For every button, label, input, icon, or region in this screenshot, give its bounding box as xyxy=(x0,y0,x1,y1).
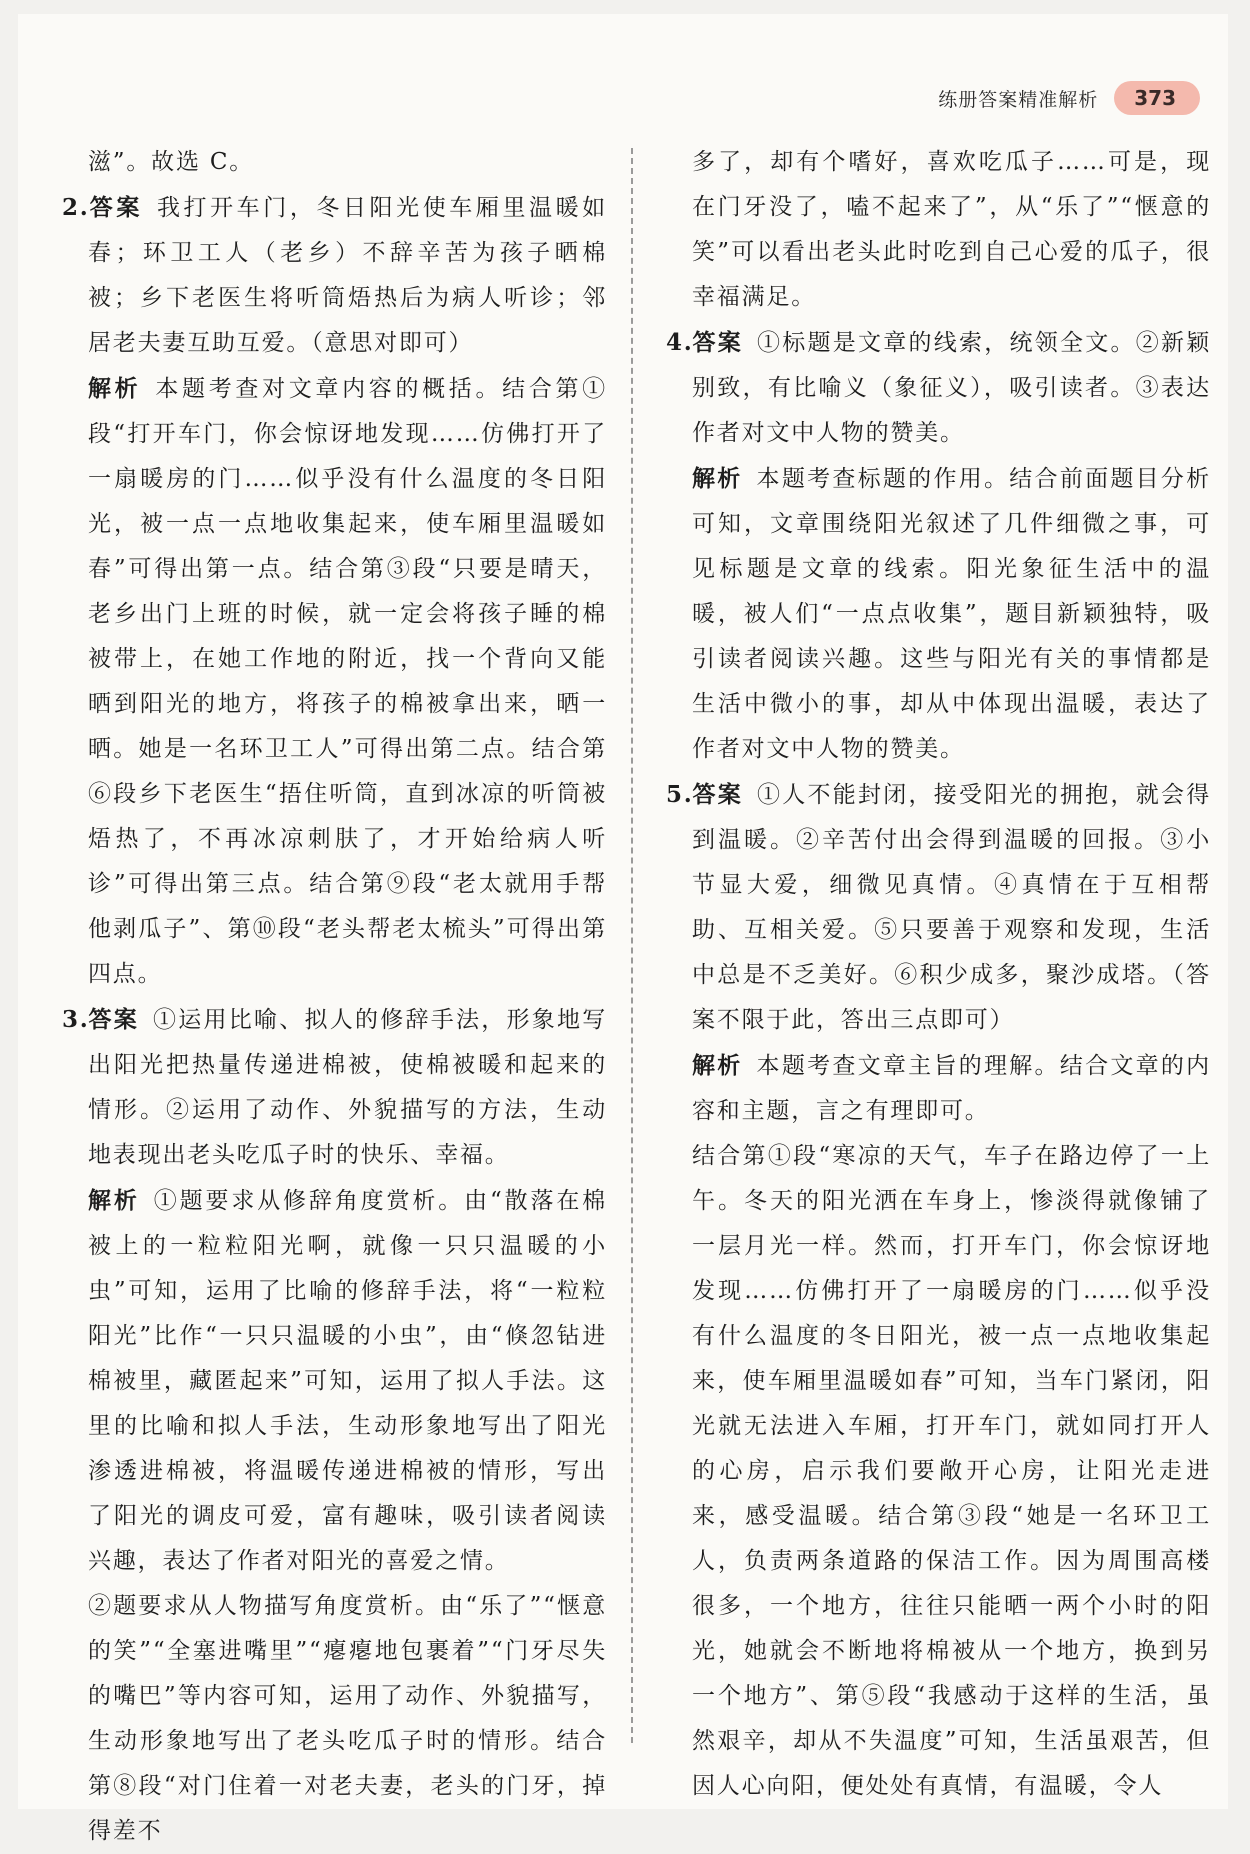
answer-text: ①人不能封闭，接受阳光的拥抱，就会得到温暖。②辛苦付出会得到温暖的回报。③小节显大爱，细微见真情。④真情在于互相帮助、互相关爱。⑤只要善于观察和发现，生活中总是不乏美好。⑥积少成多，聚沙成塔。（答案不限于此，答出三点即可） xyxy=(692,782,1211,1033)
explanation-label: 解析 xyxy=(88,375,142,402)
continued-text: 滋”。故选 C。 xyxy=(88,149,255,175)
question-4 xyxy=(666,320,1211,772)
answer-text: 我打开车门，冬日阳光使车厢里温暖如春；环卫工人（老乡）不辞辛苦为孩子晒棉被；乡下老医生将听筒焐热后为病人听诊；邻居老夫妻互助互爱。（意思对即可） xyxy=(88,195,607,356)
page-header xyxy=(938,78,1200,118)
explanation-label: 解析 xyxy=(88,1187,140,1214)
header-title: 练册答案精准解析 xyxy=(938,88,1099,111)
question-2 xyxy=(62,185,607,997)
explanation-label: 解析 xyxy=(692,1052,743,1079)
question-5 xyxy=(666,772,1211,1809)
answer-label: 答案 xyxy=(692,781,743,808)
explanation-text-2: 结合第①段“寒凉的天气，车子在路边停了一上午。冬天的阳光洒在车身上，惨淡得就像铺了一层月光一样。然而，打开车门，你会惊讶地发现……仿佛打开了一扇暖房的门……似乎没有什么温度的冬日阳光，被一点一点地收集起来，使车厢里温暖如春”可知，当车门紧闭，阳光就无法进入车厢，打开车门，就如同打开人的心房，启示我们要敞开心房，让阳光走进来，感受温暖。结合第③段“她是一名环卫工人，负责两条道路的保洁工作。因为周围高楼很多，一个地方，往往只能晒一两个小时的阳光，她就会不断地将棉被从一个地方，换到另一个地方”、第⑤段“我感动于这样的生活，虽然艰辛，却从不失温度”可知，生活虽艰苦，但因人心向阳，便处处有真情，有温暖，令人 xyxy=(692,1143,1211,1799)
answer-label: 答案 xyxy=(88,194,143,221)
explanation-label: 解析 xyxy=(692,465,743,492)
answer-text: ①标题是文章的线索，统领全文。②新颖别致，有比喻义（象征义），吸引读者。③表达作者对文中人物的赞美。 xyxy=(692,330,1211,446)
page-number-badge: 373 xyxy=(1114,81,1200,115)
explanation-text: ①题要求从修辞角度赏析。由“散落在棉被上的一粒粒阳光啊，就像一只只温暖的小虫”可知，运用了比喻的修辞手法，将“一粒粒阳光”比作“一只只温暖的小虫”，由“倏忽钻进棉被里，藏匿起来”可知，运用了拟人手法。这里的比喻和拟人手法，生动形象地写出了阳光渗透进棉被，将温暖传递进棉被的情形，写出了阳光的调皮可爱，富有趣味，吸引读者阅读兴趣，表达了作者对阳光的喜爱之情。 xyxy=(88,1188,607,1574)
continued-text: 多了，却有个嗜好，喜欢吃瓜子……可是，现在门牙没了，嗑不起来了”，从“乐了”“惬意的笑”可以看出老头此时吃到自己心爱的瓜子，很幸福满足。 xyxy=(692,149,1211,310)
answer-label: 答案 xyxy=(88,1006,139,1033)
answer-text: ①运用比喻、拟人的修辞手法，形象地写出阳光把热量传递进棉被，使棉被暖和起来的情形。②运用了动作、外貌描写的方法，生动地表现出老头吃瓜子时的快乐、幸福。 xyxy=(88,1007,607,1168)
column-divider xyxy=(631,148,633,1743)
question-number: 5. xyxy=(666,781,694,808)
answer-label: 答案 xyxy=(692,329,743,356)
explanation-text: 本题考查对文章内容的概括。结合第①段“打开车门，你会惊讶地发现……仿佛打开了一扇暖房的门……似乎没有什么温度的冬日阳光，被一点一点地收集起来，使车厢里温暖如春”可得出第一点。结合第③段“只要是晴天，老乡出门上班的时候，就一定会将孩子睡的棉被带上，在她工作地的附近，找一个背向又能晒到阳光的地方，将孩子的棉被拿出来，晒一晒。她是一名环卫工人”可得出第二点。结合第⑥段乡下老医生“捂住听筒，直到冰凉的听筒被焐热了，不再冰凉刺肤了，才开始给病人听诊”可得出第三点。结合第⑨段“老太就用手帮他剥瓜子”、第⑩段“老头帮老太梳头”可得出第四点。 xyxy=(88,376,607,987)
explanation-text-2: ②题要求从人物描写角度赏析。由“乐了”“惬意的笑”“全塞进嘴里”“瘪瘪地包裹着”“门牙尽失的嘴巴”等内容可知，运用了动作、外貌描写，生动形象地写出了老头吃瓜子时的情形。结合第⑧段“对门住着一对老夫妻，老头的门牙，掉得差不 xyxy=(88,1593,607,1844)
explanation-text: 本题考查文章主旨的理解。结合文章的内容和主题，言之有理即可。 xyxy=(692,1053,1211,1124)
question-3 xyxy=(62,997,607,1854)
question-number: 2. xyxy=(62,194,90,221)
question-number: 3. xyxy=(62,1006,90,1033)
left-column xyxy=(62,140,607,1854)
explanation-text: 本题考查标题的作用。结合前面题目分析可知，文章围绕阳光叙述了几件细微之事，可见标题是文章的线索。阳光象征生活中的温暖，被人们“一点点收集”，题目新颖独特，吸引读者阅读兴趣。这些与阳光有关的事情都是生活中微小的事，却从中体现出温暖，表达了作者对文中人物的赞美。 xyxy=(692,466,1211,762)
question-number: 4. xyxy=(666,329,694,356)
right-column xyxy=(666,140,1211,1809)
